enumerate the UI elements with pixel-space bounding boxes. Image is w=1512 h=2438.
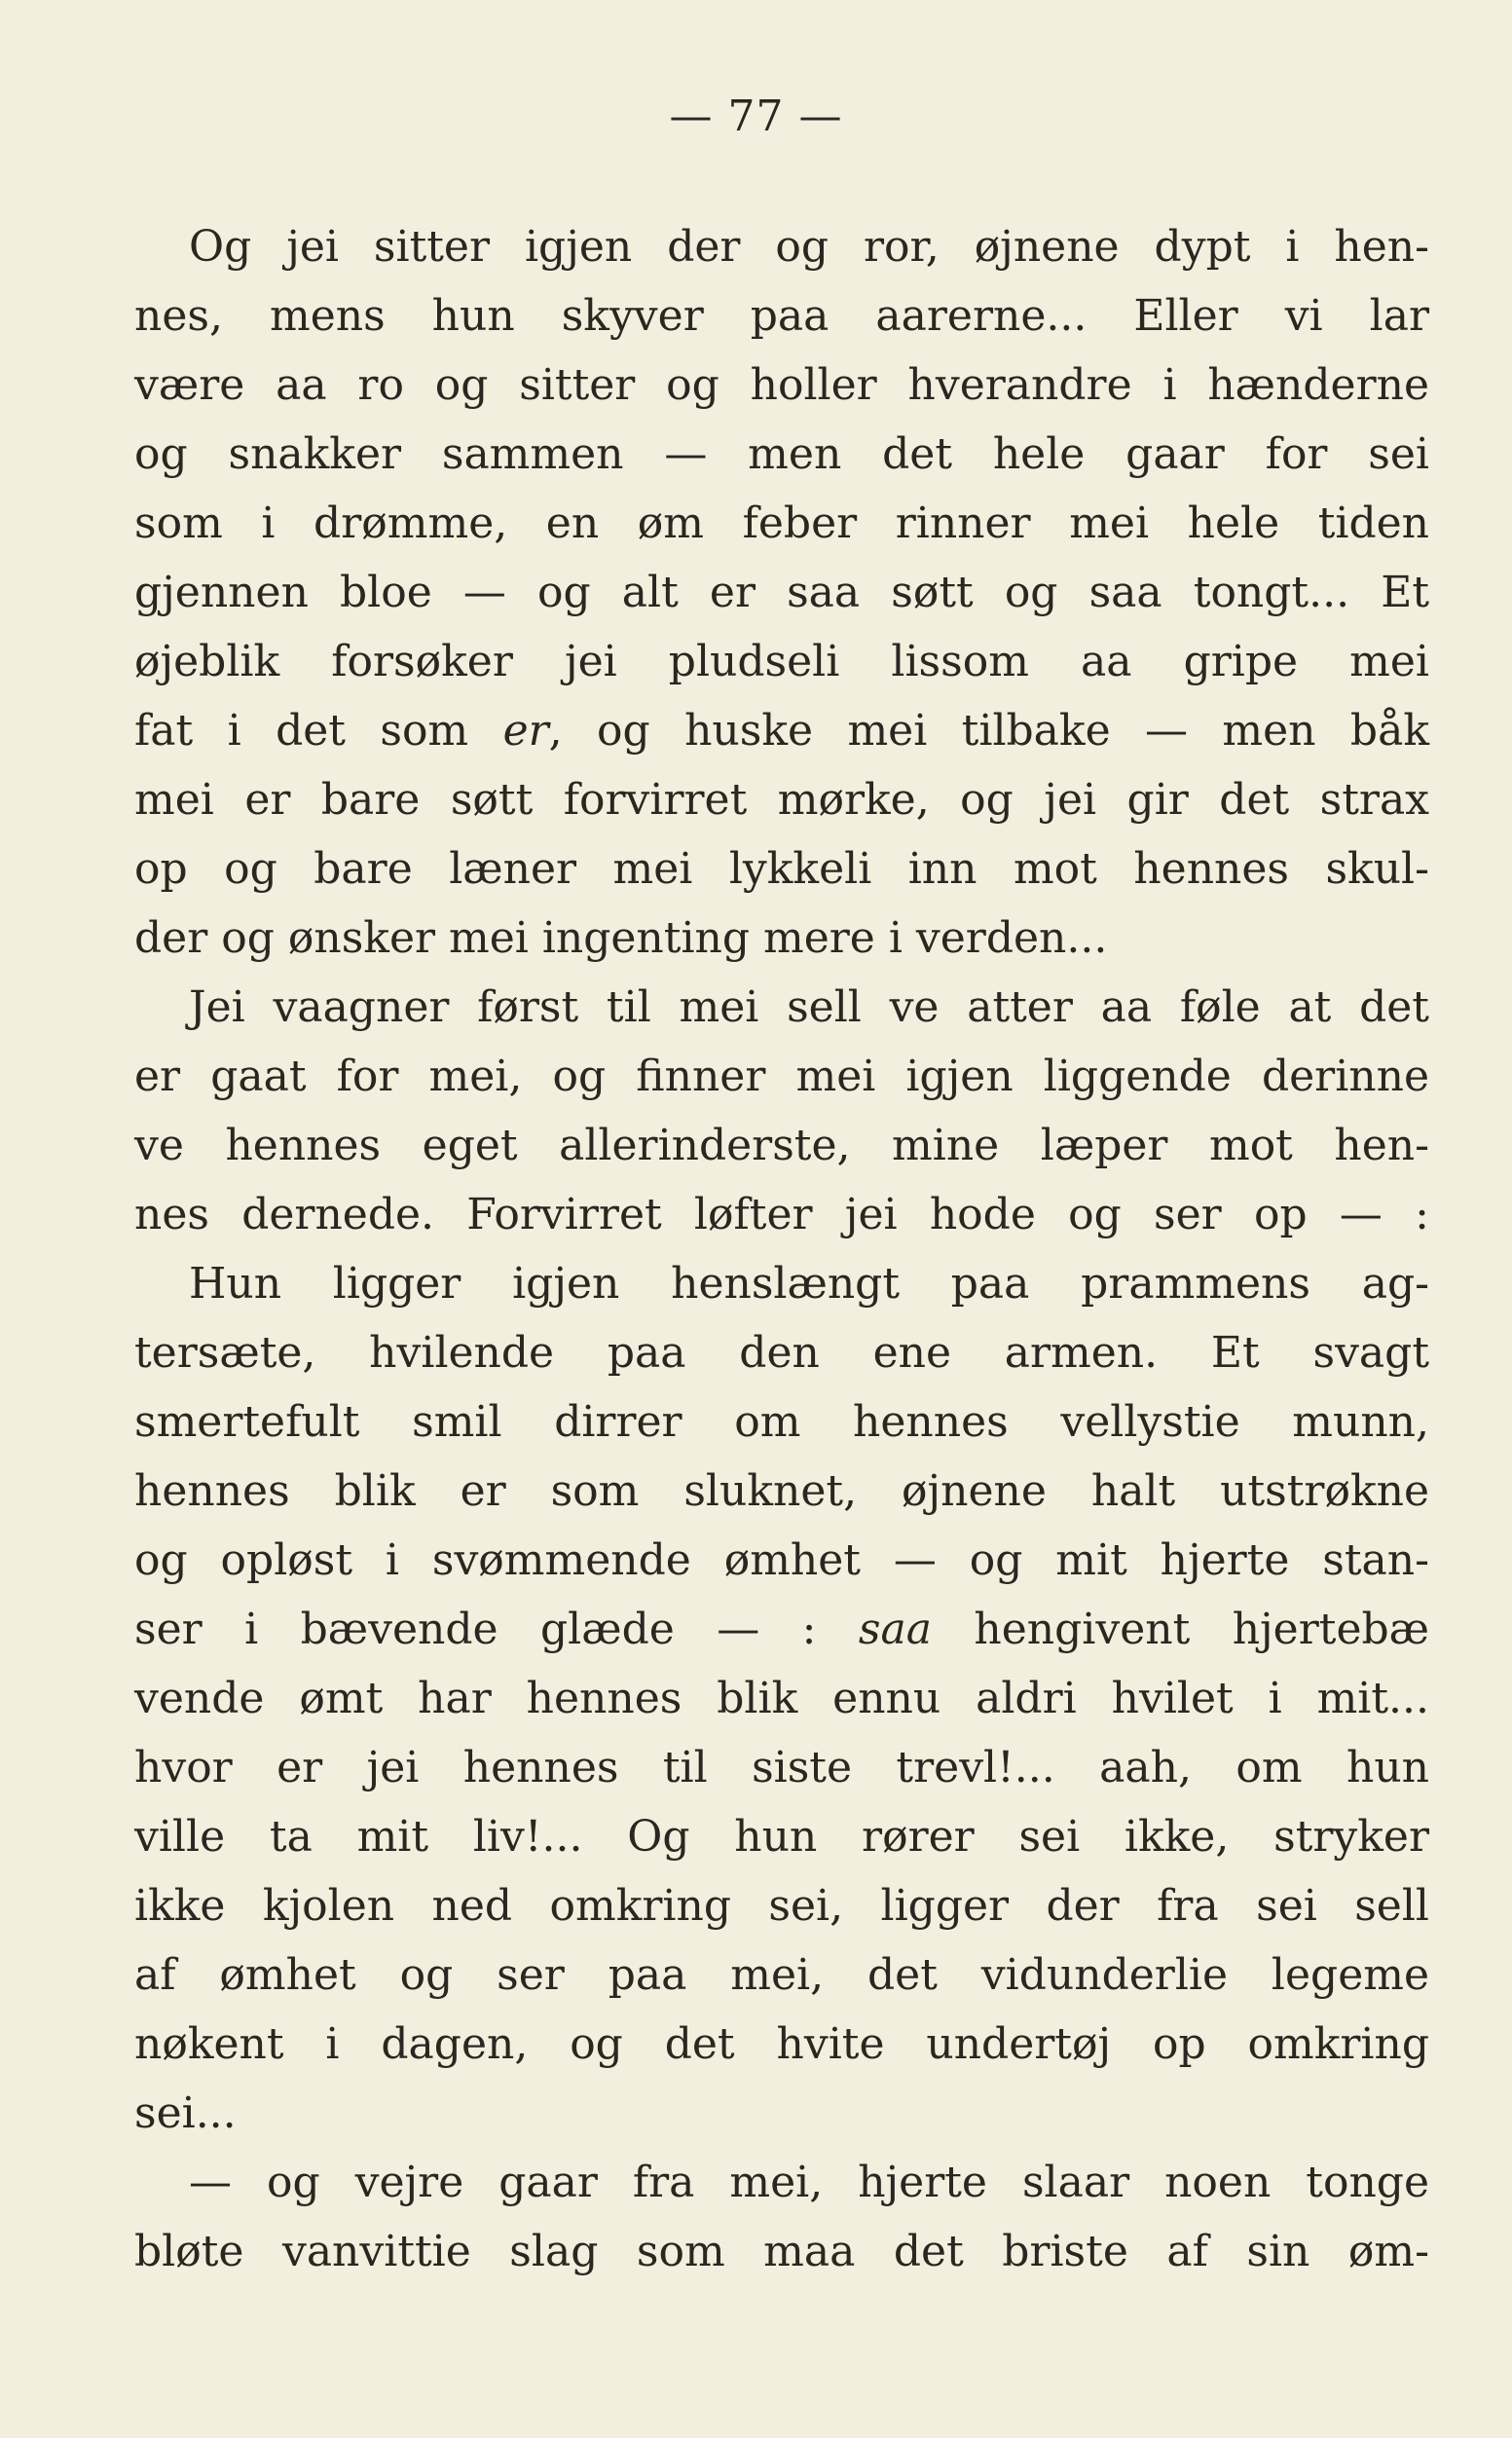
text-line: Jei vaagner først til mei sell ve atter aa føle at det (189, 982, 1429, 1032)
emphasis-word: er (502, 706, 549, 756)
text-line: være aa ro og sitter og holler hverandre i hænderne (134, 360, 1429, 410)
text-segment: ser i bævende glæde — : (134, 1605, 859, 1654)
text-line: sei... (134, 2088, 237, 2138)
text-line: af ømhet og ser paa mei, det vidunderlie legeme (134, 1950, 1429, 2000)
text-line: — og vejre gaar fra mei, hjerte slaar noen tonge (189, 2158, 1429, 2207)
text-line: tersæte, hvilende paa den ene armen. Et svagt (134, 1328, 1429, 1378)
text-line: nøkent i dagen, og det hvite undertøj op omkring (134, 2019, 1429, 2069)
text-line: smertefult smil dirrer om hennes vellystie munn, (134, 1397, 1429, 1447)
text-line: ve hennes eget allerinderste, mine læper mot hen- (134, 1121, 1429, 1170)
text-line: er gaat for mei, og finner mei igjen liggende derinne (134, 1052, 1429, 1101)
text-line: ikke kjolen ned omkring sei, ligger der fra sei sell (134, 1881, 1429, 1931)
text-line: nes dernede. Forvirret løfter jei hode og ser op — : (134, 1190, 1429, 1239)
text-line: mei er bare søtt forvirret mørke, og jei gir det strax (134, 775, 1429, 825)
page-number: — 77 — (669, 92, 843, 141)
text-line: som i drømme, en øm feber rinner mei hele tiden (134, 499, 1429, 548)
text-segment: fat i det som (134, 706, 503, 756)
text-line: gjennen bloe — og alt er saa søtt og saa tongt... Et (134, 568, 1429, 617)
text-line: Og jei sitter igjen der og ror, øjnene dypt i hen- (189, 222, 1429, 272)
text-line: hennes blik er som sluknet, øjnene halt utstrøkne (134, 1466, 1429, 1516)
text-segment: hengivent hjertebæ (931, 1605, 1430, 1654)
emphasis-word: saa (858, 1605, 932, 1654)
text-line: ville ta mit liv!... Og hun rører sei ikke, stryker (134, 1812, 1429, 1862)
text-line (134, 1595, 1429, 1664)
text-line: øjeblik forsøker jei pludseli lissom aa gripe mei (134, 637, 1429, 686)
text-segment: , og huske mei tilbake — men båk (548, 706, 1429, 756)
body-text (134, 212, 1429, 2286)
text-line: bløte vanvittie slag som maa det briste af sin øm- (134, 2227, 1429, 2276)
text-line: nes, mens hun skyver paa aarerne... Eller vi lar (134, 291, 1429, 341)
text-line: Hun ligger igjen henslængt paa prammens ag- (189, 1259, 1429, 1309)
text-line: hvor er jei hennes til siste trevl!... aah, om hun (134, 1743, 1429, 1792)
text-line: op og bare læner mei lykkeli inn mot hennes skul- (134, 844, 1429, 894)
text-line: vende ømt har hennes blik ennu aldri hvilet i mit... (134, 1674, 1429, 1723)
text-line: og snakker sammen — men det hele gaar for sei (134, 429, 1429, 479)
text-line (134, 696, 1429, 765)
text-line: der og ønsker mei ingenting mere i verden... (134, 913, 1108, 963)
text-line: og opløst i svømmende ømhet — og mit hjerte stan- (134, 1535, 1429, 1585)
